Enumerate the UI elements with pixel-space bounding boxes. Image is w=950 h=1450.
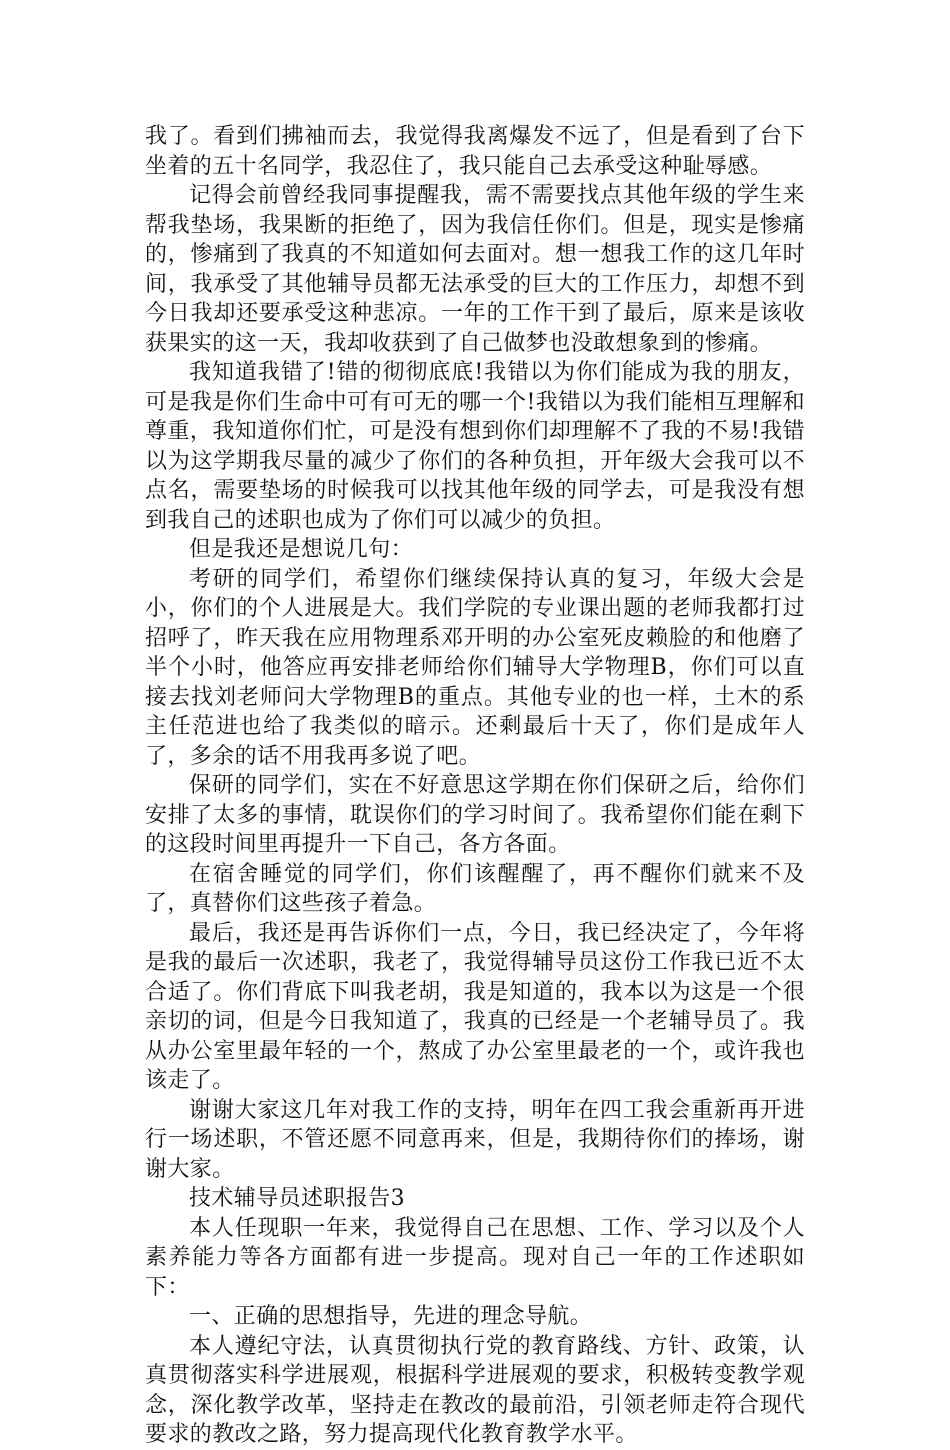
paragraph-thanks: 谢谢大家这几年对我工作的支持，明年在四工我会重新再开进行一场述职，不管还愿不同意再来，但是，我期待你们的捧场，谢谢大家。 <box>145 1097 805 1182</box>
paragraph-recommended-students: 保研的同学们，实在不好意思这学期在你们保研之后，给你们安排了太多的事情，耽误你们的学习时间了。我希望你们能在剩下的这段时间里再提升一下自己，各方各面。 <box>145 773 805 857</box>
paragraph-colleague-reminder: 记得会前曾经我同事提醒我，需不需要找点其他年级的学生来帮我垫场，我果断的拒绝了，因为我信任你们。但是，现实是惨痛的，惨痛到了我真的不知道如何去面对。想一想我工作的这几年时间，我承受了其他辅导员都无法承受的巨大的工作压力，却想不到今日我却还要承受这种悲凉。一年的工作干到了最后，原来是该收获果实的这一天，我却收获到了自己做梦也没敢想象到的惨痛。 <box>145 183 805 356</box>
subheading-thought-guidance: 一、正确的思想指导，先进的理念导航。 <box>189 1304 593 1329</box>
document-page <box>145 122 805 1450</box>
paragraph-i-was-wrong: 我知道我错了!错的彻彻底底!我错以为你们能成为我的朋友，可是我是你们生命中可有可无的哪一个!我错以为我们能相互理解和尊重，我知道你们忙，可是没有想到你们却理解不了我的不易!我错以为这学期我尽量的减少了你们的各种负担，开年级大会我可以不点名，需要垫场的时候我可以找其他年级的同学去，可是我没有想到我自己的述职也成为了你们可以减少的负担。 <box>145 360 805 533</box>
paragraph-dorm-students: 在宿舍睡觉的同学们，你们该醒醒了，再不醒你们就来不及了，真替你们这些孩子着急。 <box>145 861 805 916</box>
paragraph-policy-compliance: 本人遵纪守法，认真贯彻执行党的教育路线、方针、政策，认真贯彻落实科学进展观，根据科学进展观的要求，积极转变教学观念，深化教学改革，坚持走在教改的最前沿，引领老师走符合现代要求的教改之路，努力提高现代化教育教学水平。 <box>145 1333 805 1447</box>
paragraph-a-few-words: 但是我还是想说几句： <box>189 537 414 562</box>
paragraph-continuation: 我了。看到们拂袖而去，我觉得我离爆发不远了，但是看到了台下坐着的五十名同学，我忍住了，我只能自己去承受这种耻辱感。 <box>145 124 805 179</box>
paragraph-final-report: 最后，我还是再告诉你们一点，今日，我已经决定了，今年将是我的最后一次述职，我老了，我觉得辅导员这份工作我已近不太合适了。你们背底下叫我老胡，我是知道的，我本以为这是一个很亲切的词，但是今日我知道了，我真的已经是一个老辅导员了。我从办公室里最年轻的一个，熬成了办公室里最老的一个，或许我也该走了。 <box>145 920 805 1093</box>
section-heading-report-3: 技术辅导员述职报告3 <box>189 1186 405 1211</box>
paragraph-report-intro: 本人任现职一年来，我觉得自己在思想、工作、学习以及个人素养能力等各方面都有进一步提高。现对自己一年的工作述职如下： <box>145 1215 805 1300</box>
paragraph-graduate-exam-students: 考研的同学们，希望你们继续保持认真的复习，年级大会是小，你们的个人进展是大。我们学院的专业课出题的老师我都打过招呼了，昨天我在应用物理系邓开明的办公室死皮赖脸的和他磨了半个小时，他答应再安排老师给你们辅导大学物理B，你们可以直接去找刘老师问大学物理B的重点。其他专业的也一样，土木的系主任范进也给了我类似的暗示。还剩最后十天了，你们是成年人了，多余的话不用我再多说了吧。 <box>145 566 805 769</box>
